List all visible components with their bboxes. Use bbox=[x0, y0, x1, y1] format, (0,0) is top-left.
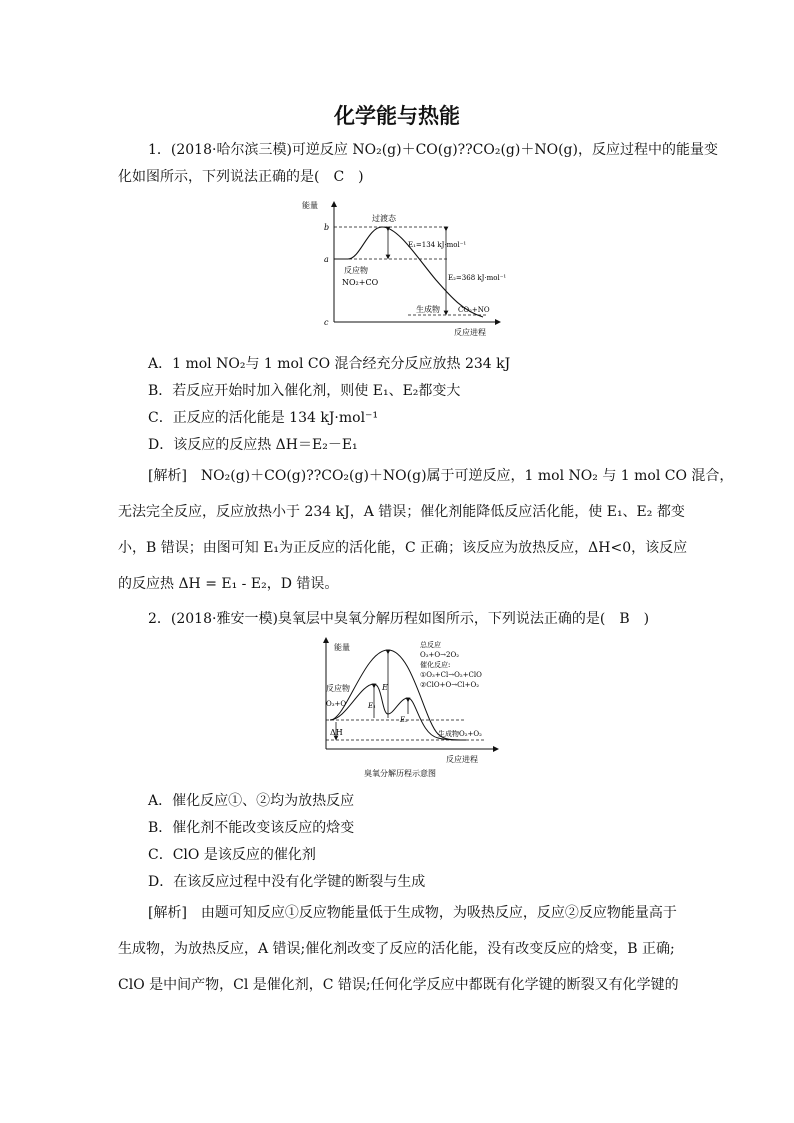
q1-analysis-line3: 小，B 错误；由图可知 E₁为正反应的活化能，C 正确；该反应为放热反应，ΔH<0，该反应 bbox=[118, 540, 688, 556]
q1-y-label: 能量 bbox=[302, 201, 318, 210]
q1-product-label: 生成物 bbox=[416, 305, 440, 314]
q2-catalytic-title: 催化反应: bbox=[420, 661, 451, 669]
q2-analysis-line2: 生成物，为放热反应，A 错误;催化剂改变了反应的活化能，没有改变反应的焓变，B 正确; bbox=[118, 941, 675, 957]
q1-option-c: C．正反应的活化能是 134 kJ·mol⁻¹ bbox=[148, 410, 379, 426]
q2-product-label: 生成物O₂+O₂ bbox=[438, 730, 482, 738]
q1-e1-label: E₁=134 kJ·mol⁻¹ bbox=[408, 241, 467, 249]
q2-option-a: A．催化反应①、②均为放热反应 bbox=[148, 793, 355, 809]
q2-analysis-line1: [解析] 由题可知反应①反应物能量低于生成物，为吸热反应，反应②反应物能量高于 bbox=[148, 905, 677, 921]
q1-analysis-line2: 无法完全反应，反应放热小于 234 kJ，A 错误；催化剂能降低反应活化能，使 E₁、E₂ 都变 bbox=[118, 504, 685, 520]
q2-y-label: 能量 bbox=[334, 643, 350, 652]
q2-analysis-line3: ClO 是中间产物，Cl 是催化剂，C 错误;任何化学反应中都既有化学键的断裂又有化学键的 bbox=[118, 977, 679, 993]
q2-reactant-label: 反应物 bbox=[326, 684, 350, 693]
page-title: 化学能与热能 bbox=[334, 104, 460, 128]
q1-product-formula: CO₂+NO bbox=[458, 306, 490, 314]
q1-level-b: b bbox=[324, 223, 330, 232]
q1-analysis-line1: [解析] NO₂(g)＋CO(g)??CO₂(g)＋NO(g)属于可逆反应，1 mol NO₂ 与 1 mol CO 混合， bbox=[148, 468, 734, 484]
q1-x-label: 反应进程 bbox=[454, 328, 486, 337]
q2-stem: 2．(2018·雅安一模)臭氧层中臭氧分解历程如图所示，下列说法正确的是( B ) bbox=[148, 611, 650, 627]
q2-caption: 臭氧分解历程示意图 bbox=[364, 769, 436, 778]
q1-e2-label: E₂=368 kJ·mol⁻¹ bbox=[448, 274, 507, 282]
q1-stem-line1: 1．(2018·哈尔滨三模)可逆反应 NO₂(g)＋CO(g)??CO₂(g)＋NO(g)，反应过程中的能量变 bbox=[148, 142, 718, 158]
q2-e-label: E bbox=[382, 683, 388, 692]
q2-total-reaction: O₃+O→2O₂ bbox=[420, 651, 460, 659]
q1-level-c: c bbox=[324, 318, 329, 327]
q2-reactant-formula: O₃+O bbox=[326, 700, 347, 708]
q2-total-title: 总反应 bbox=[420, 641, 441, 649]
q1-transition-state: 过渡态 bbox=[372, 214, 396, 223]
q2-option-d: D．在该反应过程中没有化学键的断裂与生成 bbox=[148, 874, 426, 890]
q1-option-a: A．1 mol NO₂与 1 mol CO 混合经充分反应放热 234 kJ bbox=[148, 356, 511, 372]
q2-energy-diagram bbox=[316, 634, 506, 782]
q1-analysis-line4: 的反应热 ΔH = E₁ - E₂，D 错误。 bbox=[118, 576, 339, 592]
q1-option-b: B．若反应开始时加入催化剂，则使 E₁、E₂都变大 bbox=[148, 383, 461, 399]
q1-option-d: D．该反应的反应热 ΔH＝E₂－E₁ bbox=[148, 437, 358, 453]
q2-e1-label: E₁ bbox=[368, 702, 376, 710]
q1-level-a: a bbox=[324, 255, 329, 264]
q2-option-c: C．ClO 是该反应的催化剂 bbox=[148, 847, 316, 863]
q1-reactant-formula: NO₂+CO bbox=[342, 278, 379, 287]
q2-e2-label: E₂ bbox=[400, 716, 408, 724]
q2-x-label: 反应进程 bbox=[446, 755, 478, 764]
q2-option-b: B．催化剂不能改变该反应的焓变 bbox=[148, 820, 355, 836]
q1-reactant-label: 反应物 bbox=[344, 266, 368, 275]
q2-dh-label: ΔH bbox=[330, 728, 343, 737]
q1-energy-diagram bbox=[298, 196, 528, 342]
q2-catalytic-1: ①O₃+Cl→O₂+ClO bbox=[420, 671, 482, 679]
q1-stem-line2: 化如图所示，下列说法正确的是( C ) bbox=[118, 169, 364, 185]
q2-catalytic-2: ②ClO+O→Cl+O₂ bbox=[420, 681, 480, 689]
